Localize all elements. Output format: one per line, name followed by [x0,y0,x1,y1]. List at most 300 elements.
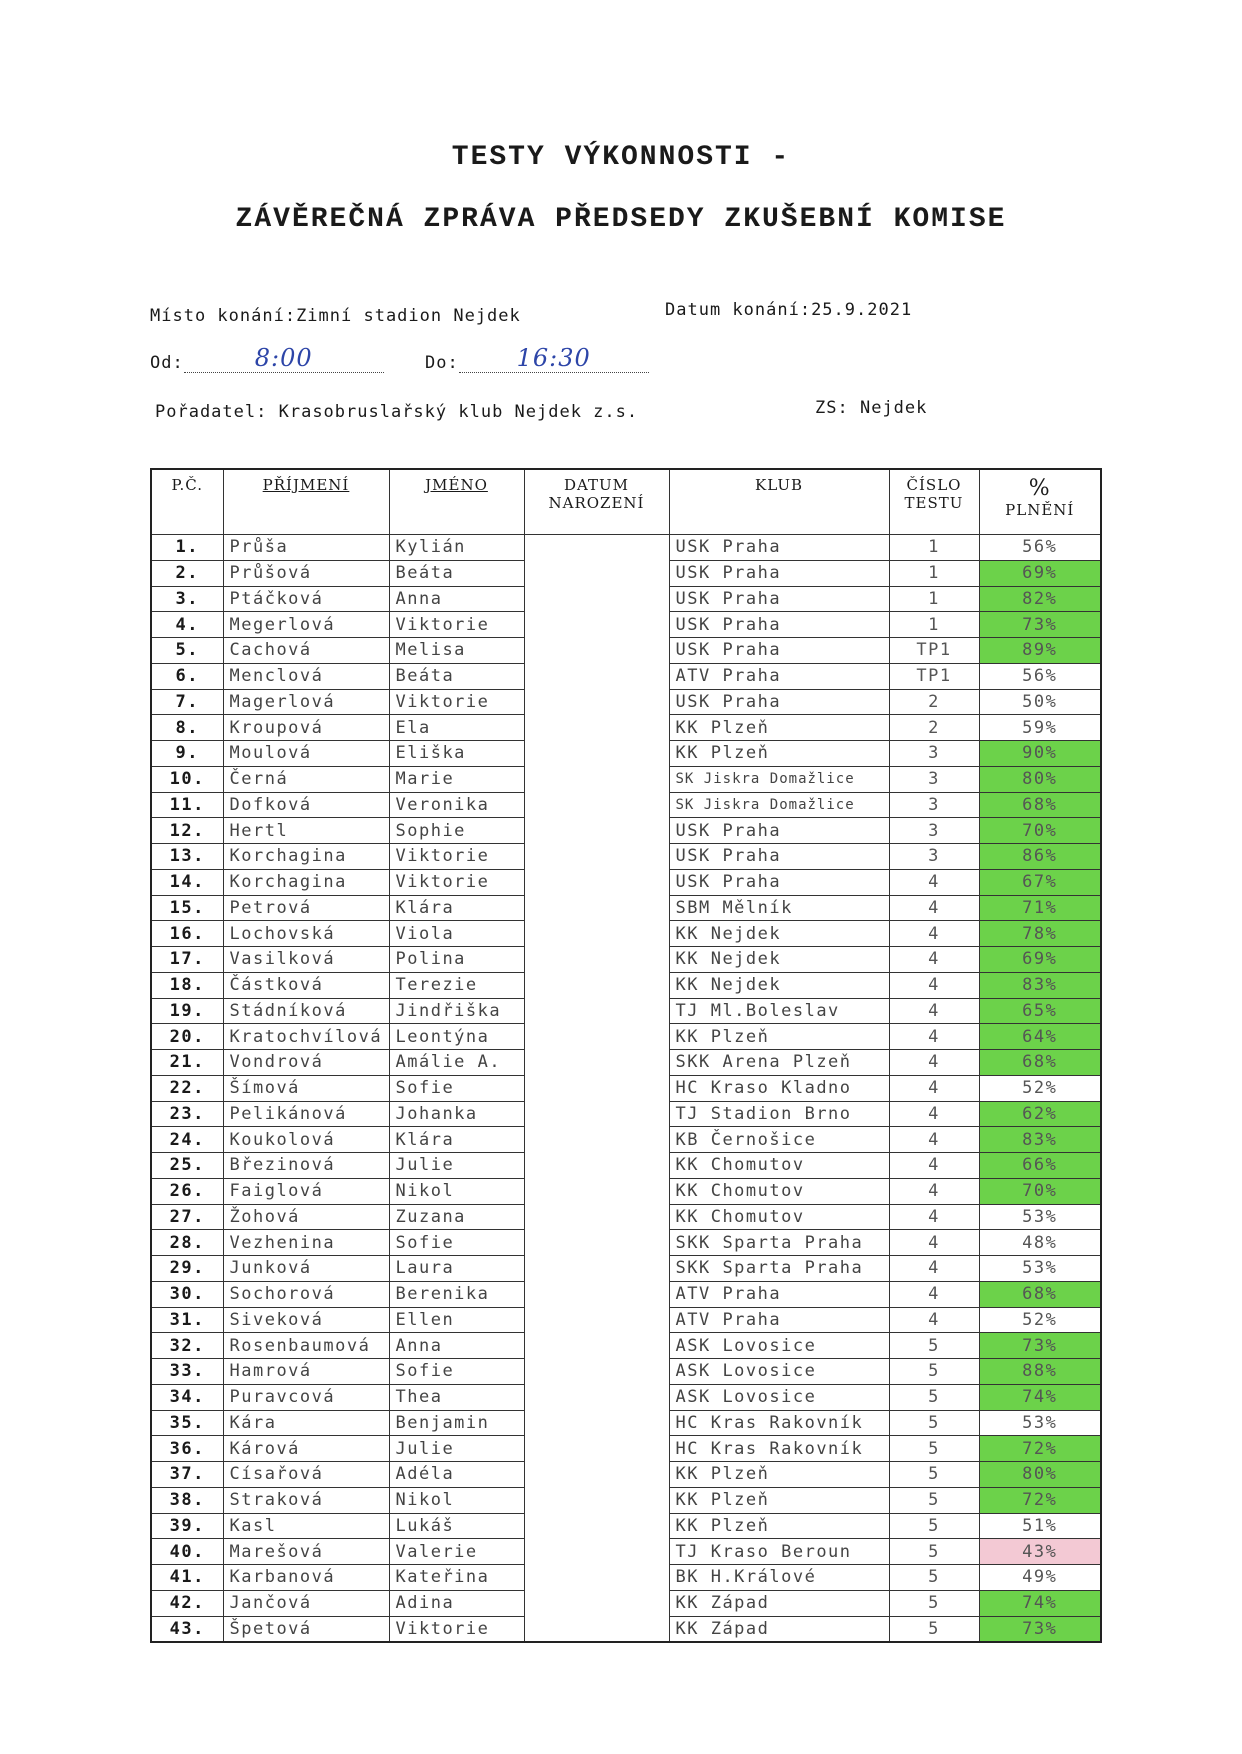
percent-cell: 80% [979,766,1101,792]
row-number: 35. [151,1410,223,1436]
name-cell: Ellen [389,1307,524,1333]
percent-cell: 74% [979,1384,1101,1410]
percent-cell: 67% [979,869,1101,895]
percent-cell: 53% [979,1204,1101,1230]
percent-cell: 43% [979,1539,1101,1565]
name-cell: Nikol [389,1178,524,1204]
table-row [151,1462,1101,1488]
test-number-cell: 5 [889,1333,979,1359]
birthdate-cell [524,1359,669,1385]
percent-cell: 72% [979,1436,1101,1462]
birthdate-cell [524,560,669,586]
surname-cell: Lochovská [223,921,389,947]
percent-cell: 65% [979,998,1101,1024]
header-test-line1: ČÍSLO [906,476,962,494]
test-number-cell: 1 [889,586,979,612]
birthdate-cell [524,1256,669,1282]
percent-cell: 88% [979,1359,1101,1385]
club-cell: HC Kraso Kladno [669,1075,889,1101]
birthdate-cell [524,1333,669,1359]
club-cell: ATV Praha [669,1281,889,1307]
table-row [151,1024,1101,1050]
birthdate-cell [524,869,669,895]
club-cell: USK Praha [669,844,889,870]
table-row [151,663,1101,689]
table-row [151,998,1101,1024]
zs-value: Nejdek [859,398,928,418]
birthdate-cell [524,1024,669,1050]
row-number: 34. [151,1384,223,1410]
table-row [151,1153,1101,1179]
row-number: 6. [151,663,223,689]
club-cell: SKK Sparta Praha [669,1256,889,1282]
table-row [151,1307,1101,1333]
percent-cell: 48% [979,1230,1101,1256]
birthdate-cell [524,586,669,612]
birthdate-cell [524,689,669,715]
birthdate-cell [524,1101,669,1127]
test-number-cell: 4 [889,1178,979,1204]
surname-cell: Kasl [223,1513,389,1539]
test-number-cell: 5 [889,1590,979,1616]
birthdate-cell [524,1590,669,1616]
test-number-cell: 1 [889,612,979,638]
row-number: 23. [151,1101,223,1127]
test-number-cell: 5 [889,1487,979,1513]
row-number: 14. [151,869,223,895]
club-cell: KK Plzeň [669,1487,889,1513]
row-number: 5. [151,638,223,664]
test-number-cell: TP1 [889,638,979,664]
row-number: 31. [151,1307,223,1333]
surname-cell: Marešová [223,1539,389,1565]
test-number-cell: TP1 [889,663,979,689]
name-cell: Nikol [389,1487,524,1513]
percent-cell: 73% [979,1333,1101,1359]
table-row [151,1075,1101,1101]
header-surname-text: PŘÍJMENÍ [262,476,350,494]
percent-cell: 70% [979,818,1101,844]
organizer-value: Krasobruslařský klub Nejdek z.s. [278,402,639,422]
birthdate-cell [524,612,669,638]
header-test [889,469,979,535]
birthdate-cell [524,1127,669,1153]
club-cell: KK Nejdek [669,972,889,998]
table-row [151,1539,1101,1565]
club-cell: KK Chomutov [669,1178,889,1204]
place-label: Místo konání: [150,306,297,326]
from-row [150,344,384,373]
surname-cell: Císařová [223,1462,389,1488]
row-number: 36. [151,1436,223,1462]
row-number: 25. [151,1153,223,1179]
percent-cell: 53% [979,1256,1101,1282]
club-cell: USK Praha [669,869,889,895]
header-birth-line2: NAROZENÍ [548,494,645,512]
birthdate-cell [524,921,669,947]
surname-cell: Šímová [223,1075,389,1101]
club-cell: KK Nejdek [669,947,889,973]
name-cell: Viktorie [389,1616,524,1642]
percent-cell: 64% [979,1024,1101,1050]
table-row [151,560,1101,586]
row-number: 13. [151,844,223,870]
surname-cell: Ptáčková [223,586,389,612]
surname-cell: Kroupová [223,715,389,741]
row-number: 40. [151,1539,223,1565]
name-cell: Amálie A. [389,1050,524,1076]
name-cell: Sofie [389,1230,524,1256]
birthdate-cell [524,972,669,998]
table-row [151,1487,1101,1513]
test-number-cell: 5 [889,1462,979,1488]
club-cell: KK Chomutov [669,1204,889,1230]
to-label: Do: [425,353,459,373]
percent-cell: 90% [979,741,1101,767]
row-number: 39. [151,1513,223,1539]
club-cell: KK Západ [669,1616,889,1642]
date-row [665,300,912,320]
birthdate-cell [524,766,669,792]
header-pct [979,469,1101,535]
row-number: 19. [151,998,223,1024]
club-cell: HC Kras Rakovník [669,1436,889,1462]
percent-cell: 73% [979,612,1101,638]
name-cell: Viktorie [389,869,524,895]
test-number-cell: 1 [889,535,979,561]
club-cell: KK Plzeň [669,1024,889,1050]
club-cell: KK Západ [669,1590,889,1616]
surname-cell: Dofková [223,792,389,818]
percent-cell: 52% [979,1307,1101,1333]
name-cell: Thea [389,1384,524,1410]
table-row [151,1333,1101,1359]
surname-cell: Vezhenina [223,1230,389,1256]
row-number: 12. [151,818,223,844]
surname-cell: Vondrová [223,1050,389,1076]
birthdate-cell [524,1539,669,1565]
header-birth-line1: DATUM [563,476,630,494]
club-cell: USK Praha [669,560,889,586]
row-number: 9. [151,741,223,767]
percent-cell: 82% [979,586,1101,612]
birthdate-cell [524,535,669,561]
test-number-cell: 4 [889,1307,979,1333]
percent-cell: 66% [979,1153,1101,1179]
row-number: 22. [151,1075,223,1101]
surname-cell: Hertl [223,818,389,844]
name-cell: Klára [389,895,524,921]
surname-cell: Korchagina [223,869,389,895]
test-number-cell: 4 [889,895,979,921]
surname-cell: Vasilková [223,947,389,973]
table-row [151,1281,1101,1307]
table-row [151,844,1101,870]
table-row [151,715,1101,741]
surname-cell: Moulová [223,741,389,767]
name-cell: Laura [389,1256,524,1282]
name-cell: Benjamin [389,1410,524,1436]
birthdate-cell [524,1178,669,1204]
name-cell: Viktorie [389,612,524,638]
name-cell: Viktorie [389,689,524,715]
table-row [151,638,1101,664]
club-cell: KK Plzeň [669,715,889,741]
surname-cell: Rosenbaumová [223,1333,389,1359]
name-cell: Kateřina [389,1565,524,1591]
row-number: 42. [151,1590,223,1616]
surname-cell: Koukolová [223,1127,389,1153]
table-header-row [151,469,1101,535]
birthdate-cell [524,1307,669,1333]
table-row [151,1178,1101,1204]
to-value: 16:30 [516,344,591,372]
club-cell: KK Nejdek [669,921,889,947]
birthdate-cell [524,1487,669,1513]
surname-cell: Menclová [223,663,389,689]
surname-cell: Hamrová [223,1359,389,1385]
birthdate-cell [524,638,669,664]
percent-cell: 83% [979,972,1101,998]
percent-cell: 72% [979,1487,1101,1513]
club-cell: KK Plzeň [669,1462,889,1488]
surname-cell: Korchagina [223,844,389,870]
table-row [151,1616,1101,1642]
test-number-cell: 5 [889,1539,979,1565]
zs-label: ZS: [815,398,849,418]
header-surname [223,469,389,535]
test-number-cell: 4 [889,1230,979,1256]
surname-cell: Částková [223,972,389,998]
surname-cell: Žohová [223,1204,389,1230]
row-number: 20. [151,1024,223,1050]
table-row [151,1101,1101,1127]
club-cell: USK Praha [669,535,889,561]
club-cell: ATV Praha [669,1307,889,1333]
table-row [151,1410,1101,1436]
title-line-1: TESTY VÝKONNOSTI - [451,142,791,173]
birthdate-cell [524,1050,669,1076]
test-number-cell: 3 [889,741,979,767]
name-cell: Sofie [389,1359,524,1385]
table-row [151,689,1101,715]
percent-cell: 69% [979,947,1101,973]
club-cell: SKK Arena Plzeň [669,1050,889,1076]
table-row [151,1230,1101,1256]
from-field [184,344,384,373]
name-cell: Sofie [389,1075,524,1101]
test-number-cell: 4 [889,1153,979,1179]
test-number-cell: 4 [889,1204,979,1230]
test-number-cell: 5 [889,1410,979,1436]
table-row [151,869,1101,895]
surname-cell: Kárová [223,1436,389,1462]
test-number-cell: 5 [889,1616,979,1642]
table-row [151,792,1101,818]
percent-cell: 68% [979,1050,1101,1076]
percent-cell: 59% [979,715,1101,741]
surname-cell: Megerlová [223,612,389,638]
results-table [150,468,1102,1643]
percent-cell: 51% [979,1513,1101,1539]
test-number-cell: 4 [889,921,979,947]
row-number: 4. [151,612,223,638]
test-number-cell: 5 [889,1565,979,1591]
test-number-cell: 5 [889,1513,979,1539]
club-cell: TJ Kraso Beroun [669,1539,889,1565]
name-cell: Beáta [389,560,524,586]
name-cell: Marie [389,766,524,792]
percent-cell: 71% [979,895,1101,921]
percent-cell: 49% [979,1565,1101,1591]
surname-cell: Junková [223,1256,389,1282]
test-number-cell: 5 [889,1384,979,1410]
club-cell: USK Praha [669,818,889,844]
test-number-cell: 3 [889,766,979,792]
club-cell: ASK Lovosice [669,1384,889,1410]
table-row [151,1384,1101,1410]
header-pc: P.Č. [151,469,223,535]
club-cell: SBM Mělník [669,895,889,921]
name-cell: Veronika [389,792,524,818]
name-cell: Viola [389,921,524,947]
row-number: 28. [151,1230,223,1256]
row-number: 15. [151,895,223,921]
birthdate-cell [524,818,669,844]
percent-cell: 89% [979,638,1101,664]
surname-cell: Stádníková [223,998,389,1024]
name-cell: Polina [389,947,524,973]
row-number: 27. [151,1204,223,1230]
birthdate-cell [524,1565,669,1591]
row-number: 17. [151,947,223,973]
row-number: 38. [151,1487,223,1513]
name-cell: Julie [389,1153,524,1179]
surname-cell: Pelikánová [223,1101,389,1127]
club-cell: USK Praha [669,638,889,664]
birthdate-cell [524,998,669,1024]
surname-cell: Magerlová [223,689,389,715]
surname-cell: Špetová [223,1616,389,1642]
name-cell: Lukáš [389,1513,524,1539]
birthdate-cell [524,1616,669,1642]
table-row [151,535,1101,561]
percent-cell: 70% [979,1178,1101,1204]
percent-cell: 68% [979,1281,1101,1307]
surname-cell: Straková [223,1487,389,1513]
row-number: 7. [151,689,223,715]
test-number-cell: 2 [889,715,979,741]
table-row [151,947,1101,973]
table-row [151,1256,1101,1282]
header-birth [524,469,669,535]
test-number-cell: 4 [889,972,979,998]
test-number-cell: 4 [889,1024,979,1050]
name-cell: Eliška [389,741,524,767]
organizer-row [155,402,638,422]
name-cell: Melisa [389,638,524,664]
name-cell: Adina [389,1590,524,1616]
table-row [151,818,1101,844]
test-number-cell: 4 [889,1050,979,1076]
name-cell: Anna [389,586,524,612]
name-cell: Viktorie [389,844,524,870]
row-number: 8. [151,715,223,741]
birthdate-cell [524,1513,669,1539]
test-number-cell: 4 [889,947,979,973]
name-cell: Julie [389,1436,524,1462]
row-number: 37. [151,1462,223,1488]
surname-cell: Petrová [223,895,389,921]
row-number: 10. [151,766,223,792]
name-cell: Terezie [389,972,524,998]
club-cell: SK Jiskra Domažlice [669,792,889,818]
row-number: 41. [151,1565,223,1591]
table-row [151,1050,1101,1076]
table-row [151,612,1101,638]
test-number-cell: 4 [889,1075,979,1101]
name-cell: Sophie [389,818,524,844]
percent-cell: 86% [979,844,1101,870]
birthdate-cell [524,895,669,921]
test-number-cell: 1 [889,560,979,586]
percent-cell: 80% [979,1462,1101,1488]
birthdate-cell [524,1384,669,1410]
table-row [151,1565,1101,1591]
club-cell: KK Plzeň [669,1513,889,1539]
birthdate-cell [524,1204,669,1230]
surname-cell: Siveková [223,1307,389,1333]
test-number-cell: 4 [889,869,979,895]
percent-cell: 50% [979,689,1101,715]
birthdate-cell [524,1410,669,1436]
table-row [151,586,1101,612]
name-cell: Valerie [389,1539,524,1565]
name-cell: Leontýna [389,1024,524,1050]
surname-cell: Jančová [223,1590,389,1616]
table-row [151,1204,1101,1230]
surname-cell: Březinová [223,1153,389,1179]
title-line-2: ZÁVĚREČNÁ ZPRÁVA PŘEDSEDY ZKUŠEBNÍ KOMISE [235,204,1007,235]
birthdate-cell [524,1462,669,1488]
birthdate-cell [524,1230,669,1256]
test-number-cell: 3 [889,792,979,818]
club-cell: BK H.Králové [669,1565,889,1591]
test-number-cell: 4 [889,1127,979,1153]
name-cell: Jindřiška [389,998,524,1024]
from-value: 8:00 [254,344,313,372]
header-name [389,469,524,535]
header-pct-line2: PLNĚNÍ [1005,501,1075,519]
club-cell: SKK Sparta Praha [669,1230,889,1256]
surname-cell: Faiglová [223,1178,389,1204]
row-number: 43. [151,1616,223,1642]
row-number: 29. [151,1256,223,1282]
table-row [151,1359,1101,1385]
header-pct-line1: % [1028,476,1051,501]
club-cell: KK Chomutov [669,1153,889,1179]
club-cell: KB Černošice [669,1127,889,1153]
percent-cell: 74% [979,1590,1101,1616]
surname-cell: Kára [223,1410,389,1436]
header-test-line2: TESTU [904,494,964,512]
birthdate-cell [524,741,669,767]
to-field [459,344,649,373]
test-number-cell: 4 [889,1281,979,1307]
club-cell: USK Praha [669,586,889,612]
place-value: Zimní stadion Nejdek [296,306,521,326]
date-value: 25.9.2021 [811,300,913,320]
